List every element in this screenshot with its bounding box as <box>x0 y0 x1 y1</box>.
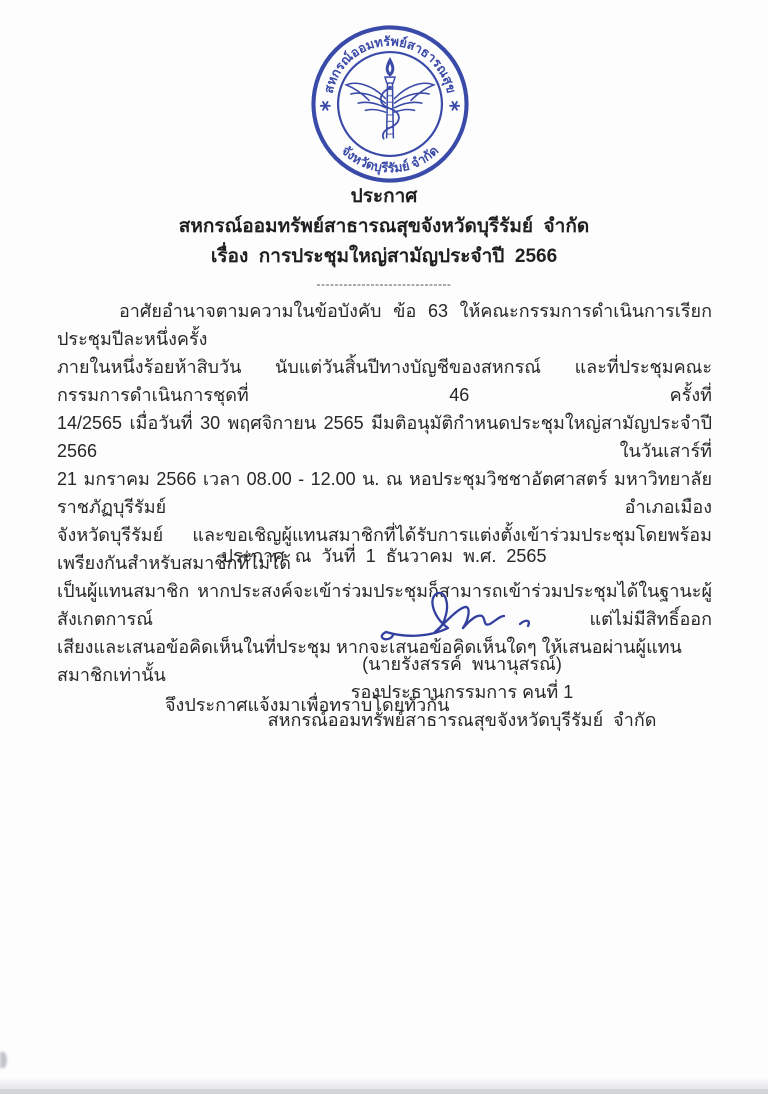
seal-arc-top-text: สหกรณ์ออมทรัพย์สาธารณสุข <box>320 33 460 95</box>
signatory-position: รองประธานกรรมการ คนที่ 1 <box>350 682 574 702</box>
torch-wings-serpent-icon <box>346 58 433 138</box>
announcement-title: ประกาศ <box>350 186 418 207</box>
scan-bottom-fade <box>0 1077 768 1089</box>
asterisk-left-icon <box>321 102 330 110</box>
signatory-name: (นายรังสรรค์ พนานุสรณ์) <box>362 654 562 674</box>
seal-outer-ring <box>313 27 466 180</box>
body-line: จังหวัดบุรีรัมย์ และขอเชิญผู้แทนสมาชิกที่ได้รับการแต่งตั้งเข้าร่วมประชุมโดยพร้อมเพรียงกันสำหรับสมาชิกที่ไม่ได้ <box>57 525 712 573</box>
scan-bottom-edge <box>0 1089 768 1094</box>
handwritten-signature-icon <box>372 586 552 648</box>
body-line: 21 มกราคม 2566 เวลา 08.00 - 12.00 น. ณ หอประชุมวิชชาอัตศาสตร์ มหาวิทยาลัยราชภัฏบุรีรัมย์ อำเภอเมือง <box>57 469 712 517</box>
signature-block <box>252 586 672 734</box>
signatory-organization: สหกรณ์ออมทรัพย์สาธารณสุขจังหวัดบุรีรัมย์ จำกัด <box>267 710 657 730</box>
body-line: อาศัยอำนาจตามความในข้อบังคับ ข้อ 63 ให้คณะกรรมการดำเนินการเรียกประชุมปีละหนึ่งครั้ง <box>57 301 712 349</box>
cooperative-seal-logo <box>308 22 472 186</box>
seal-arc-bottom-text: จังหวัดบุรีรัมย์ จำกัด <box>338 142 442 176</box>
scan-smudge <box>0 1052 7 1068</box>
document-header <box>0 182 768 293</box>
seal-graphic <box>308 22 472 186</box>
body-line: เสียงและเสนอข้อคิดเห็นในที่ประชุม หากจะเสนอข้อคิดเห็นใดๆ ให้เสนอผ่านผู้แทนสมาชิกเท่านั้น <box>57 637 682 685</box>
body-line: 14/2565 เมื่อวันที่ 30 พฤศจิกายน 2565 มีมติอนุมัติกำหนดประชุมใหญ่สามัญประจำปี 2566 ในวันเสาร์ที่ <box>57 413 712 461</box>
subject-line: เรื่อง การประชุมใหญ่สามัญประจำปี 2566 <box>210 246 558 267</box>
asterisk-right-icon <box>450 102 459 110</box>
organization-name: สหกรณ์ออมทรัพย์สาธารณสุขจังหวัดบุรีรัมย์ จำกัด <box>178 216 590 237</box>
closing-line: จึงประกาศแจ้งมาเพื่อทราบโดยทั่วกัน <box>165 695 450 715</box>
divider-dashes: ------------------------------ <box>316 277 452 291</box>
body-line: เป็นผู้แทนสมาชิก หากประสงค์จะเข้าร่วมประชุมก็สามารถเข้าร่วมประชุมได้ในฐานะผู้สังเกตการณ์ แต่ไม่มีสิทธิ์ออก <box>57 581 712 629</box>
announcement-date-line: ประกาศ ณ วันที่ 1 ธันวาคม พ.ศ. 2565 <box>221 546 547 566</box>
body-line: ภายในหนึ่งร้อยห้าสิบวัน นับแต่วันสิ้นปีทางบัญชีของสหกรณ์ และที่ประชุมคณะกรรมการดำเนินการชุดที่ 46 ครั้งที่ <box>57 357 712 405</box>
